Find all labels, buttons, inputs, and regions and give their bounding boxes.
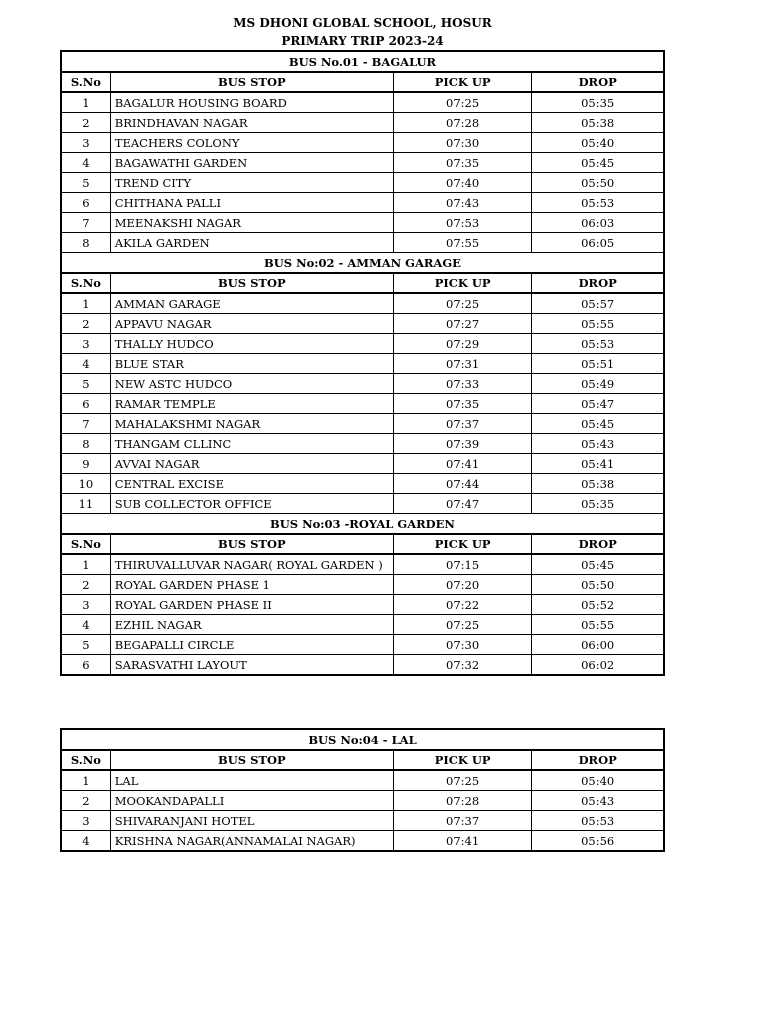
- column-header-pickup: PICK UP: [393, 273, 531, 293]
- serial-number: 6: [61, 394, 110, 414]
- bus-stop-name: ROYAL GARDEN PHASE 1: [110, 575, 393, 595]
- document-header: [60, 14, 665, 50]
- serial-number: 2: [61, 314, 110, 334]
- table-row: [61, 655, 664, 676]
- table-row: [61, 92, 664, 113]
- bus-stop-name: THIRUVALLUVAR NAGAR( ROYAL GARDEN ): [110, 554, 393, 575]
- serial-number: 7: [61, 213, 110, 233]
- column-header-pickup: PICK UP: [393, 72, 531, 92]
- bus-stop-name: AKILA GARDEN: [110, 233, 393, 253]
- trip-title: PRIMARY TRIP 2023-24: [281, 34, 444, 48]
- bus-stop-name: BEGAPALLI CIRCLE: [110, 635, 393, 655]
- bus-schedule-table-main: [60, 50, 665, 676]
- drop-time: 05:40: [532, 770, 664, 791]
- bus-route-header-row: [61, 51, 664, 72]
- column-header-pickup: PICK UP: [393, 750, 531, 770]
- bus-stop-name: MOOKANDAPALLI: [110, 791, 393, 811]
- pickup-time: 07:32: [393, 655, 531, 676]
- bus-stop-name: SUB COLLECTOR OFFICE: [110, 494, 393, 514]
- bus-stop-name: SHIVARANJANI HOTEL: [110, 811, 393, 831]
- pickup-time: 07:44: [393, 474, 531, 494]
- table-row: [61, 615, 664, 635]
- table-row: [61, 314, 664, 334]
- drop-time: 06:05: [532, 233, 664, 253]
- bus-stop-name: BAGALUR HOUSING BOARD: [110, 92, 393, 113]
- column-header-bus-stop: BUS STOP: [110, 72, 393, 92]
- bus-route-title: BUS No.01 - BAGALUR: [61, 51, 664, 72]
- school-name: MS DHONI GLOBAL SCHOOL, HOSUR: [233, 16, 492, 30]
- drop-time: 05:45: [532, 554, 664, 575]
- drop-time: 05:45: [532, 153, 664, 173]
- pickup-time: 07:25: [393, 615, 531, 635]
- drop-time: 05:56: [532, 831, 664, 852]
- drop-time: 05:50: [532, 173, 664, 193]
- drop-time: 05:52: [532, 595, 664, 615]
- table-row: [61, 153, 664, 173]
- bus-route-title: BUS No:04 - LAL: [61, 729, 664, 750]
- table-row: [61, 113, 664, 133]
- pickup-time: 07:37: [393, 414, 531, 434]
- pickup-time: 07:35: [393, 394, 531, 414]
- pickup-time: 07:20: [393, 575, 531, 595]
- column-header-row: [61, 750, 664, 770]
- bus-route-title: BUS No:03 -ROYAL GARDEN: [61, 514, 664, 535]
- serial-number: 7: [61, 414, 110, 434]
- table-row: [61, 811, 664, 831]
- table-row: [61, 213, 664, 233]
- bus-stop-name: LAL: [110, 770, 393, 791]
- table-row: [61, 374, 664, 394]
- bus-stop-name: CENTRAL EXCISE: [110, 474, 393, 494]
- bus-stop-name: THALLY HUDCO: [110, 334, 393, 354]
- serial-number: 8: [61, 434, 110, 454]
- column-header-sno: S.No: [61, 534, 110, 554]
- bus-route-header-row: [61, 729, 664, 750]
- pickup-time: 07:30: [393, 635, 531, 655]
- column-header-bus-stop: BUS STOP: [110, 750, 393, 770]
- serial-number: 4: [61, 153, 110, 173]
- bus-schedule-table-lal: [60, 728, 665, 852]
- pickup-time: 07:15: [393, 554, 531, 575]
- drop-time: 05:57: [532, 293, 664, 314]
- column-header-row: [61, 72, 664, 92]
- column-header-row: [61, 534, 664, 554]
- drop-time: 05:43: [532, 791, 664, 811]
- pickup-time: 07:28: [393, 113, 531, 133]
- table-row: [61, 434, 664, 454]
- drop-time: 06:00: [532, 635, 664, 655]
- bus-stop-name: AVVAI NAGAR: [110, 454, 393, 474]
- drop-time: 05:53: [532, 811, 664, 831]
- pickup-time: 07:25: [393, 770, 531, 791]
- drop-time: 05:53: [532, 334, 664, 354]
- bus-stop-name: TEACHERS COLONY: [110, 133, 393, 153]
- bus-stop-name: KRISHNA NAGAR(ANNAMALAI NAGAR): [110, 831, 393, 852]
- pickup-time: 07:25: [393, 92, 531, 113]
- table-row: [61, 233, 664, 253]
- drop-time: 05:49: [532, 374, 664, 394]
- column-header-sno: S.No: [61, 273, 110, 293]
- column-header-row: [61, 273, 664, 293]
- pickup-time: 07:28: [393, 791, 531, 811]
- column-header-bus-stop: BUS STOP: [110, 273, 393, 293]
- serial-number: 2: [61, 113, 110, 133]
- table-row: [61, 414, 664, 434]
- serial-number: 11: [61, 494, 110, 514]
- bus-stop-name: BRINDHAVAN NAGAR: [110, 113, 393, 133]
- pickup-time: 07:55: [393, 233, 531, 253]
- bus-route-title: BUS No:02 - AMMAN GARAGE: [61, 253, 664, 274]
- table-row: [61, 494, 664, 514]
- serial-number: 6: [61, 655, 110, 676]
- pickup-time: 07:43: [393, 193, 531, 213]
- bus-stop-name: RAMAR TEMPLE: [110, 394, 393, 414]
- column-header-sno: S.No: [61, 750, 110, 770]
- bus-stop-name: APPAVU NAGAR: [110, 314, 393, 334]
- pickup-time: 07:33: [393, 374, 531, 394]
- drop-time: 05:47: [532, 394, 664, 414]
- bus-stop-name: TREND CITY: [110, 173, 393, 193]
- column-header-pickup: PICK UP: [393, 534, 531, 554]
- drop-time: 05:35: [532, 494, 664, 514]
- column-header-drop: DROP: [532, 534, 664, 554]
- serial-number: 8: [61, 233, 110, 253]
- serial-number: 5: [61, 635, 110, 655]
- serial-number: 1: [61, 770, 110, 791]
- serial-number: 4: [61, 615, 110, 635]
- serial-number: 9: [61, 454, 110, 474]
- drop-time: 05:35: [532, 92, 664, 113]
- drop-time: 05:55: [532, 615, 664, 635]
- drop-time: 05:38: [532, 474, 664, 494]
- table-row: [61, 770, 664, 791]
- serial-number: 5: [61, 173, 110, 193]
- drop-time: 05:38: [532, 113, 664, 133]
- drop-time: 05:43: [532, 434, 664, 454]
- pickup-time: 07:35: [393, 153, 531, 173]
- table-row: [61, 791, 664, 811]
- column-header-bus-stop: BUS STOP: [110, 534, 393, 554]
- pickup-time: 07:39: [393, 434, 531, 454]
- pickup-time: 07:27: [393, 314, 531, 334]
- pickup-time: 07:41: [393, 454, 531, 474]
- bus-stop-name: ROYAL GARDEN PHASE II: [110, 595, 393, 615]
- table-row: [61, 635, 664, 655]
- table-row: [61, 454, 664, 474]
- table-row: [61, 394, 664, 414]
- bus-stop-name: SARASVATHI LAYOUT: [110, 655, 393, 676]
- bus-route-header-row: [61, 253, 664, 274]
- pickup-time: 07:29: [393, 334, 531, 354]
- serial-number: 3: [61, 811, 110, 831]
- pickup-time: 07:47: [393, 494, 531, 514]
- pickup-time: 07:37: [393, 811, 531, 831]
- serial-number: 10: [61, 474, 110, 494]
- table-row: [61, 831, 664, 852]
- drop-time: 05:40: [532, 133, 664, 153]
- serial-number: 1: [61, 92, 110, 113]
- drop-time: 05:41: [532, 454, 664, 474]
- column-header-drop: DROP: [532, 750, 664, 770]
- table-row: [61, 133, 664, 153]
- bus-stop-name: THANGAM CLLINC: [110, 434, 393, 454]
- serial-number: 6: [61, 193, 110, 213]
- serial-number: 1: [61, 293, 110, 314]
- table-row: [61, 354, 664, 374]
- bus-stop-name: MEENAKSHI NAGAR: [110, 213, 393, 233]
- table-row: [61, 575, 664, 595]
- serial-number: 2: [61, 791, 110, 811]
- bus-stop-name: AMMAN GARAGE: [110, 293, 393, 314]
- serial-number: 5: [61, 374, 110, 394]
- column-header-drop: DROP: [532, 72, 664, 92]
- table-row: [61, 173, 664, 193]
- serial-number: 4: [61, 831, 110, 852]
- serial-number: 3: [61, 133, 110, 153]
- column-header-sno: S.No: [61, 72, 110, 92]
- pickup-time: 07:31: [393, 354, 531, 374]
- serial-number: 3: [61, 595, 110, 615]
- drop-time: 05:45: [532, 414, 664, 434]
- pickup-time: 07:40: [393, 173, 531, 193]
- pickup-time: 07:53: [393, 213, 531, 233]
- drop-time: 05:53: [532, 193, 664, 213]
- bus-stop-name: BLUE STAR: [110, 354, 393, 374]
- drop-time: 06:03: [532, 213, 664, 233]
- drop-time: 05:50: [532, 575, 664, 595]
- pickup-time: 07:25: [393, 293, 531, 314]
- bus-route-header-row: [61, 514, 664, 535]
- serial-number: 2: [61, 575, 110, 595]
- bus-stop-name: NEW ASTC HUDCO: [110, 374, 393, 394]
- drop-time: 05:51: [532, 354, 664, 374]
- bus-stop-name: EZHIL NAGAR: [110, 615, 393, 635]
- drop-time: 06:02: [532, 655, 664, 676]
- table-row: [61, 595, 664, 615]
- bus-stop-name: BAGAWATHI GARDEN: [110, 153, 393, 173]
- pickup-time: 07:30: [393, 133, 531, 153]
- table-row: [61, 554, 664, 575]
- serial-number: 1: [61, 554, 110, 575]
- drop-time: 05:55: [532, 314, 664, 334]
- pickup-time: 07:41: [393, 831, 531, 852]
- pickup-time: 07:22: [393, 595, 531, 615]
- serial-number: 4: [61, 354, 110, 374]
- table-row: [61, 193, 664, 213]
- table-row: [61, 334, 664, 354]
- table-row: [61, 474, 664, 494]
- bus-stop-name: CHITHANA PALLI: [110, 193, 393, 213]
- bus-stop-name: MAHALAKSHMI NAGAR: [110, 414, 393, 434]
- table-row: [61, 293, 664, 314]
- serial-number: 3: [61, 334, 110, 354]
- column-header-drop: DROP: [532, 273, 664, 293]
